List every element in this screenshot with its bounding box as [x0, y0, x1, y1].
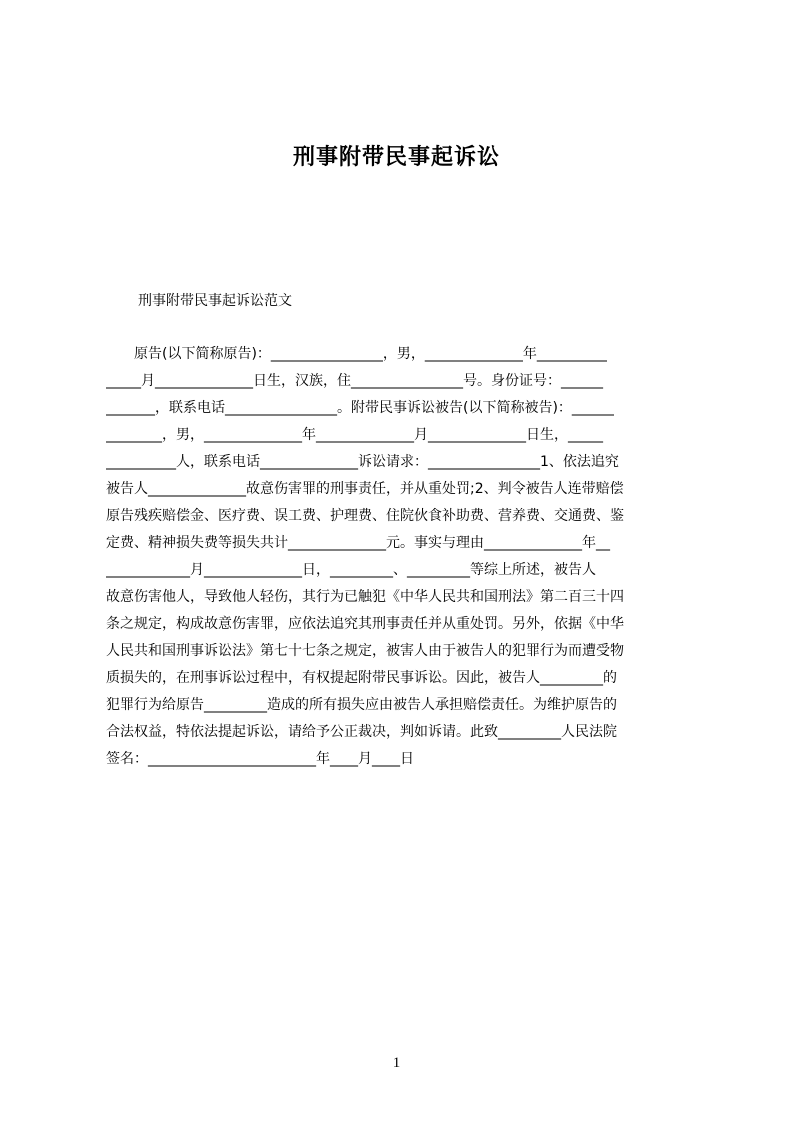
- body-line: _______，联系电话________________。附带民事诉讼被告(以下简称被告)：______: [106, 400, 614, 416]
- body-line: 故意伤害他人，导致他人轻伤，其行为已触犯《中华人民共和国刑法》第二百三十四: [106, 589, 624, 605]
- signature-line: 签名：________________________年____月____日: [106, 751, 414, 767]
- body-line: ________，男，______________年______________月______________日生，_____: [106, 427, 603, 443]
- document-subtitle: 刑事附带民事起诉讼范文: [138, 293, 292, 309]
- body-line: 人民共和国刑事诉讼法》第七十七条之规定，被害人由于被告人的犯罪行为而遭受物: [106, 643, 624, 659]
- body-line: 原告(以下简称原告)：________________，男，______________年__________: [106, 346, 607, 362]
- page-number: 1: [392, 1055, 401, 1071]
- body-line: 质损失的，在刑事诉讼过程中，有权提起附带民事诉讼。因此，被告人_________的: [106, 670, 617, 686]
- body-line: 被告人______________故意伤害罪的刑事责任，并从重处罚;2、判令被告人连带赔偿: [106, 481, 624, 497]
- document-body: [106, 342, 698, 772]
- body-line: 条之规定，构成故意伤害罪，应依法追究其刑事责任并从重处罚。另外，依据《中华: [106, 616, 624, 632]
- body-line: 合法权益，特依法提起诉讼，请给予公正裁决，判如诉请。此致_________人民法院: [106, 724, 617, 740]
- body-line: _____月______________日生，汉族，住________________号。身份证号：______: [106, 373, 603, 389]
- body-line: __________人，联系电话______________诉讼请求：________________1、依法追究: [106, 454, 619, 470]
- body-line: 犯罪行为给原告_________造成的所有损失应由被告人承担赔偿责任。为维护原告的: [106, 697, 617, 713]
- document-title: 刑事附带民事起诉讼: [292, 145, 500, 170]
- body-line: 定费、精神损失费等损失共计______________元。事实与理由______________年__: [106, 535, 610, 551]
- body-line: ____________月______________日，_________、_________等综上所述，被告人: [106, 562, 596, 578]
- body-line: 原告残疾赔偿金、医疗费、误工费、护理费、住院伙食补助费、营养费、交通费、鉴: [106, 508, 624, 524]
